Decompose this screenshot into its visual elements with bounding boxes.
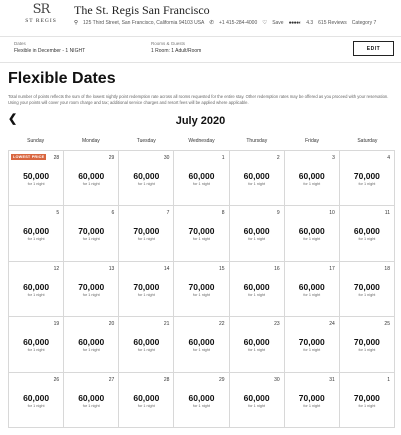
hotel-name[interactable]: The St. Regis San Francisco [74,3,210,17]
points-price: 60,000 [298,281,325,292]
weekday-label: Sunday [27,138,45,144]
points-price: 60,000 [298,226,325,237]
month-label: July 2020 [175,115,226,127]
points-price: 70,000 [353,392,380,403]
day-number: 25 [384,321,390,328]
points-price: 60,000 [23,281,50,292]
points-price: 60,000 [23,392,50,403]
calendar-day-cell[interactable] [9,151,64,206]
day-number: 2 [276,155,280,161]
calendar-day-cell[interactable] [119,317,174,372]
points-price: 60,000 [188,392,215,403]
per-night-label: for 1 night [358,348,376,353]
day-number: 19 [53,321,60,328]
day-number: 26 [53,376,60,383]
calendar-day-cell[interactable] [230,262,285,317]
points-price: 70,000 [353,171,380,181]
day-number: 27 [108,376,115,383]
calendar-day-cell[interactable] [9,373,64,428]
calendar-day-cell[interactable] [119,206,174,261]
per-night-label: for 1 night [27,292,45,297]
per-night-label: for 1 night [193,348,210,353]
calendar-day-cell[interactable] [174,317,229,372]
points-price: 60,000 [243,337,270,348]
day-number: 13 [108,265,115,272]
previous-month-arrow-icon[interactable]: ❮ [8,113,18,125]
calendar-day-cell[interactable] [285,373,340,428]
day-number: 1 [387,376,390,383]
points-price: 60,000 [23,226,50,237]
day-number: 31 [329,376,335,383]
day-number: 29 [108,155,115,161]
rooms-value: 1 Room: 1 Adult/Room [151,48,202,54]
per-night-label: for 1 night [137,403,155,408]
calendar-day-cell[interactable] [340,206,395,261]
day-number: 22 [219,321,225,328]
per-night-label: for 1 night [193,182,210,186]
calendar-day-cell[interactable] [340,373,395,428]
day-number: 21 [163,321,170,328]
day-number: 24 [329,321,335,328]
calendar-day-cell[interactable] [9,262,64,317]
hotel-address[interactable]: 125 Third Street, San Francisco, California 94103 USA [83,20,205,26]
day-number: 16 [274,265,280,272]
day-number: 28 [53,155,60,161]
reviews-link[interactable]: 615 Reviews [318,20,347,26]
per-night-label: for 1 night [193,237,210,242]
day-number: 14 [163,265,170,272]
phone-icon: ✆ [209,20,215,26]
lowest-price-badge: LOWEST PRICE [13,155,45,159]
dates-label: Dates [14,41,26,46]
logo-monogram: SR [32,2,50,17]
points-price: 60,000 [133,171,160,181]
day-number: 9 [276,210,280,217]
per-night-label: for 1 night [82,182,100,186]
per-night-label: for 1 night [303,403,321,408]
day-number: 17 [329,265,335,272]
points-price: 70,000 [188,226,215,237]
calendar-day-cell[interactable] [64,373,119,428]
points-price: 70,000 [353,281,380,292]
points-price: 60,000 [78,392,105,403]
points-price: 60,000 [133,392,160,403]
per-night-label: for 1 night [137,237,155,242]
day-number: 4 [387,155,390,161]
per-night-label: for 1 night [358,292,376,297]
dates-summary [14,41,85,54]
rating-circles-icon: ●●●●◐ [288,20,302,26]
calendar-day-cell[interactable] [340,317,395,372]
calendar-day-cell[interactable] [285,151,340,206]
calendar-day-cell[interactable] [119,262,174,317]
hotel-phone[interactable]: +1 415-284-4000 [219,20,258,26]
calendar-day-cell[interactable] [340,151,395,206]
calendar-day-cell[interactable] [64,317,119,372]
points-price: 70,000 [188,281,215,292]
points-price: 60,000 [78,171,105,181]
per-night-label: for 1 night [27,403,45,408]
calendar-day-cell[interactable] [174,373,229,428]
per-night-label: for 1 night [193,403,210,408]
per-night-label: for 1 night [27,348,45,353]
points-price: 60,000 [243,226,270,237]
per-night-label: for 1 night [303,292,321,297]
calendar-day-cell[interactable] [64,206,119,261]
day-number: 12 [53,265,60,272]
per-night-label: for 1 night [82,237,100,242]
per-night-label: for 1 night [82,403,100,408]
calendar-day-cell[interactable] [119,151,174,206]
calendar-day-cell[interactable] [340,262,395,317]
logo-wordmark: ST REGIS [25,18,57,24]
heart-icon[interactable]: ♡ [262,20,268,26]
calendar-day-cell[interactable] [285,262,340,317]
points-price: 60,000 [243,392,270,403]
points-disclaimer: Total number of points reflects the sum of the lowest nightly point redemption rate across all rooms requested for the entire stay. Other redemption rates may be offered as you proceed with your reservation. Using your points will cover your room charge and tax; additional service charges and resort fees will be applied where applicable. [8,94,389,105]
per-night-label: for 1 night [27,182,45,186]
day-number: 23 [274,321,280,328]
per-night-label: for 1 night [82,348,100,353]
summary-divider [0,62,401,63]
weekday-label: Friday [305,138,320,144]
weekday-label: Thursday [246,138,268,144]
day-number: 20 [108,321,115,328]
points-price: 60,000 [23,337,50,348]
per-night-label: for 1 night [137,292,155,297]
dates-value: Flexible in December - 1 NIGHT [14,48,86,54]
calendar-day-cell[interactable] [119,373,174,428]
day-number: 30 [274,376,280,383]
per-night-label: for 1 night [303,182,321,186]
per-night-label: for 1 night [303,237,321,242]
per-night-label: for 1 night [248,237,266,242]
calendar-day-cell[interactable] [230,151,285,206]
per-night-label: for 1 night [137,348,155,353]
weekday-label: Saturday [357,138,378,144]
booking-summary [0,37,401,63]
day-number: 5 [56,210,60,217]
per-night-label: for 1 night [358,403,376,408]
month-navigation [0,110,401,132]
day-number: 30 [163,155,170,161]
per-night-label: for 1 night [248,182,266,186]
st-regis-logo[interactable] [24,3,58,24]
calendar-day-cell[interactable] [174,151,229,206]
weekday-label: Monday [82,138,100,144]
calendar-day-cell[interactable] [64,151,119,206]
points-price: 70,000 [133,226,160,237]
points-price: 50,000 [23,171,50,181]
location-pin-icon: ⚲ [74,20,79,26]
calendar-day-cell[interactable] [230,373,285,428]
page-title: Flexible Dates [8,70,116,87]
day-number: 10 [329,210,335,217]
edit-button[interactable]: EDIT [353,41,394,56]
day-number: 11 [384,210,390,217]
points-price: 60,000 [243,281,270,292]
calendar-day-cell[interactable] [174,206,229,261]
points-price: 70,000 [133,281,160,292]
points-price: 60,000 [78,337,105,348]
calendar-day-cell[interactable] [9,317,64,372]
calendar-day-cell[interactable] [174,262,229,317]
per-night-label: for 1 night [137,182,155,186]
calendar-day-cell[interactable] [230,317,285,372]
points-price: 70,000 [78,226,105,237]
day-number: 18 [384,265,390,272]
calendar-day-cell[interactable] [285,206,340,261]
per-night-label: for 1 night [248,348,266,353]
per-night-label: for 1 night [358,182,376,186]
per-night-label: for 1 night [303,348,321,353]
points-price: 60,000 [353,226,380,237]
weekday-label: Tuesday [136,138,156,144]
points-price: 70,000 [78,281,105,292]
calendar-day-cell[interactable] [9,206,64,261]
calendar-day-cell[interactable] [64,262,119,317]
day-number: 1 [221,155,225,161]
points-price: 70,000 [353,337,380,348]
per-night-label: for 1 night [248,403,266,408]
day-number: 29 [219,376,225,383]
calendar-grid [8,150,395,428]
per-night-label: for 1 night [82,292,100,297]
per-night-label: for 1 night [193,292,210,297]
day-number: 8 [221,210,225,217]
save-link[interactable]: Save [272,20,284,26]
day-number: 6 [111,210,115,217]
day-number: 7 [166,210,170,217]
points-price: 60,000 [188,337,215,348]
points-price: 60,000 [133,337,160,348]
rooms-label: Rooms & Guests [151,41,186,46]
points-price: 60,000 [188,171,215,181]
day-number: 3 [332,155,335,161]
points-price: 60,000 [298,171,325,181]
points-price: 70,000 [298,337,325,348]
weekday-header [8,138,395,150]
points-price: 70,000 [298,392,325,403]
per-night-label: for 1 night [27,237,45,242]
day-number: 15 [219,265,225,272]
calendar-day-cell[interactable] [285,317,340,372]
hotel-category: Category 7 [351,20,377,26]
hotel-meta-row [74,20,376,26]
calendar-day-cell[interactable] [230,206,285,261]
per-night-label: for 1 night [248,292,266,297]
day-number: 28 [163,376,170,383]
rooms-summary [151,41,201,54]
per-night-label: for 1 night [358,237,376,242]
points-price: 60,000 [243,171,270,181]
rating-value: 4.3 [306,20,314,26]
hotel-header [0,0,401,34]
weekday-label: Wednesday [188,138,215,144]
